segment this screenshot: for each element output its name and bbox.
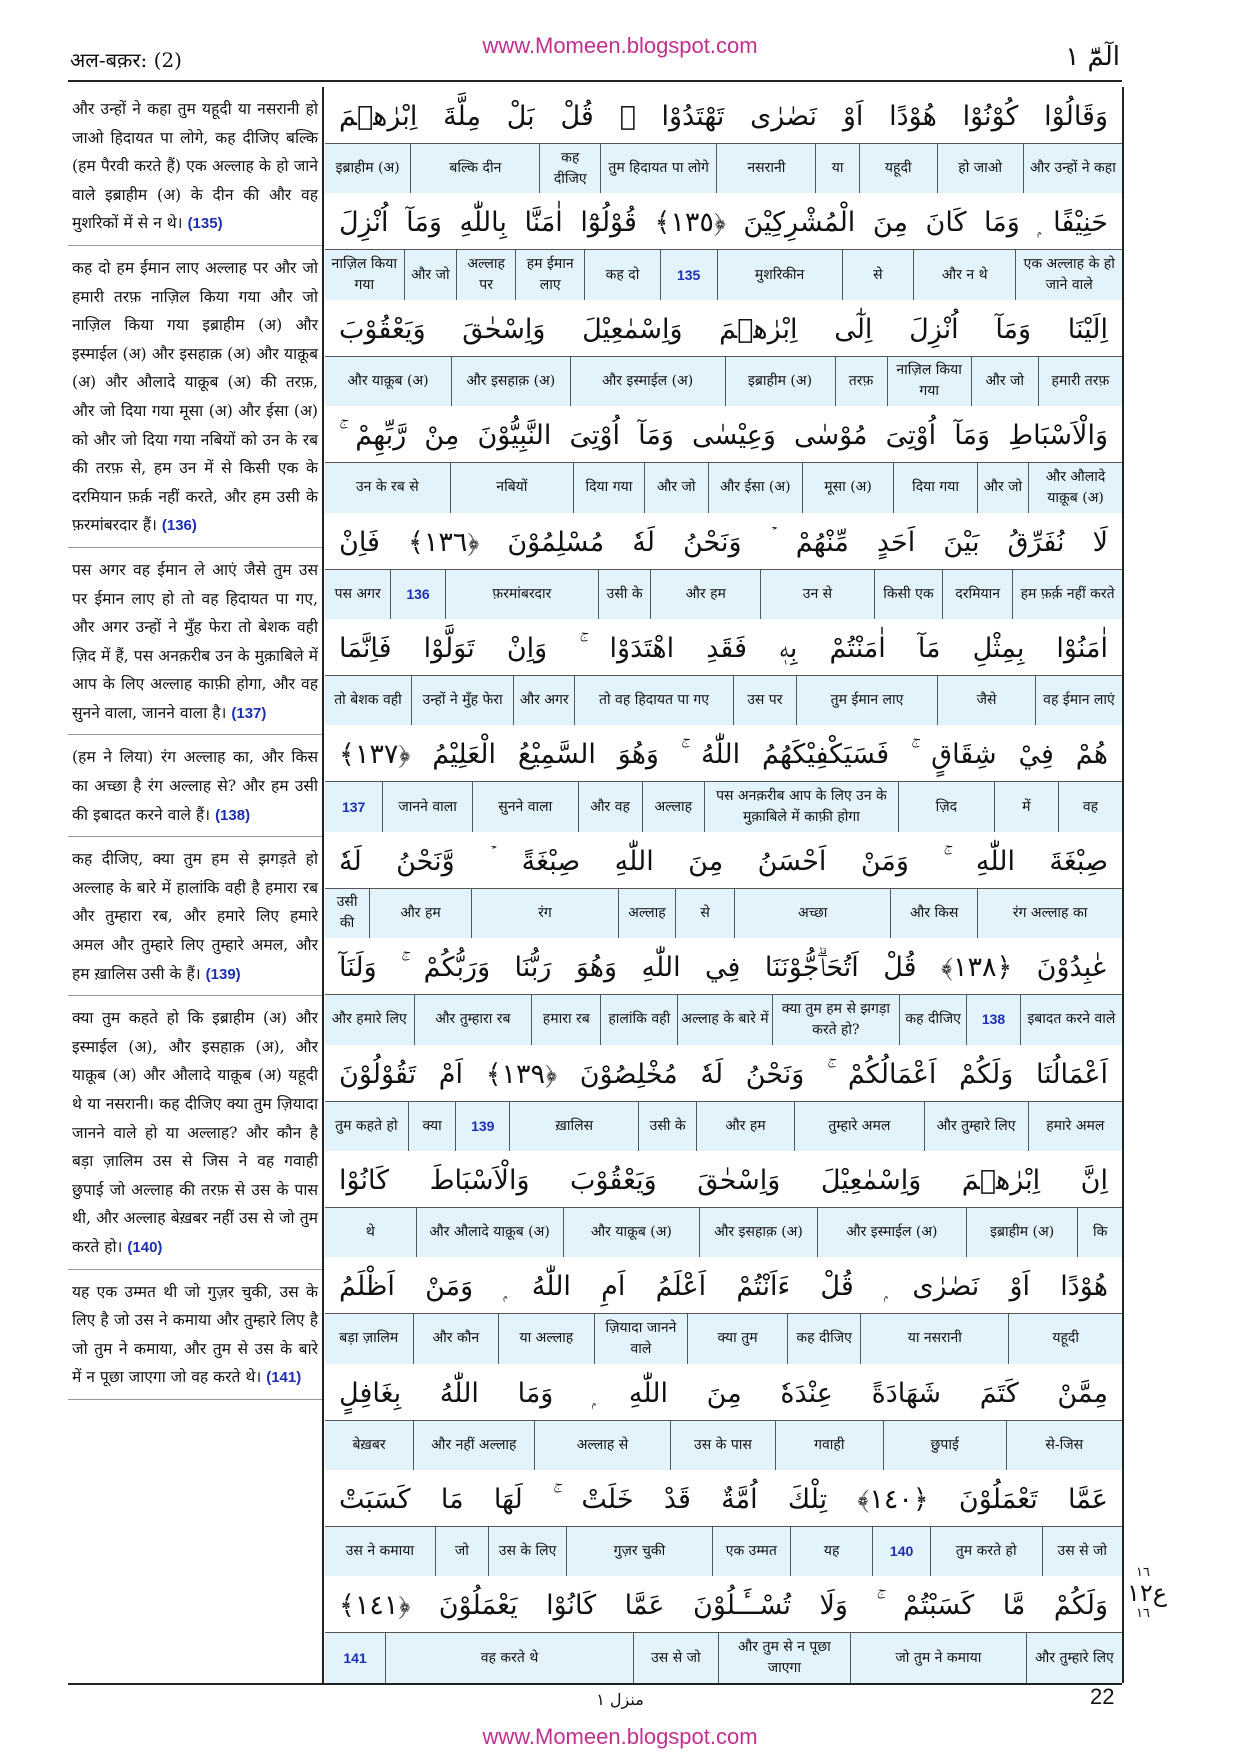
verse-line (325, 406, 1122, 512)
word-meaning-cell: या नसरानी (860, 1314, 1008, 1363)
word-meaning-cell: उस के पास (670, 1421, 774, 1470)
arabic-text: وَلَكُمْ مَّا كَسَبْتُمْ ۚ وَلَا تُسْــَٔـلُوْنَ عَمَّا كَانُوْا يَعْمَلُوْنَ ﴿١٤١﴾ (339, 1590, 1108, 1622)
ayah-number-cell: 135 (660, 250, 717, 299)
verse-line (325, 87, 1122, 193)
word-meaning-row (325, 1420, 1122, 1470)
word-meaning-cell: हालांकि वही (600, 995, 677, 1044)
word-meaning-cell: दिया गया (893, 463, 976, 512)
word-meaning-row (325, 1526, 1122, 1576)
word-meaning-cell: बड़ा ज़ालिम (339, 1330, 399, 1347)
word-meaning-cell: और तुम्हारे लिए (1026, 1633, 1122, 1682)
word-meaning-cell: तुम ईमान लाए (796, 676, 937, 725)
arabic-text: اٰمَنُوْا بِمِثْلِ مَآ اٰمَنْتُمْ بِهٖ فَقَدِ اهْتَدَوْا ۚ وَاِنْ تَوَلَّوْا فَاِنَّمَا (339, 632, 1108, 664)
word-meaning-cell: बेख़बर (352, 1436, 386, 1453)
word-meaning-cell: नाज़िल किया गया (887, 357, 971, 406)
translation-paragraph (68, 87, 322, 246)
word-meaning-cell: और जो (644, 463, 708, 512)
word-meaning-cell: इब्राहीम (अ) (335, 160, 400, 177)
translation-text: पस अगर वह ईमान ले आएं जैसे तुम उस पर ईमान लाए हो तो वह हिदायत पा गए, और अगर उन्हों ने मुँह फेरा तो बेशक वही ज़िद में हैं, पस अनक़रीब उन के मुक़ाबिले में आप के लिए अल्लाह काफ़ी होगा, और वह सुनने वाला, जानने वाला है। (72, 560, 318, 722)
arabic-text: عَمَّا تَعْمَلُوْنَ ﴿١٤٠﴾ تِلْكَ اُمَّةٌ قَدْ خَلَتْ ۚ لَهَا مَا كَسَبَتْ (339, 1484, 1108, 1516)
word-meaning-cell: और तुम्हारा रब (414, 995, 532, 1044)
word-meaning-row (325, 1632, 1122, 1682)
arabic-text: اِلَيْنَا وَمَآ اُنْزِلَ اِلٰٓى اِبْرٰهٖمَ وَاِسْمٰعِيْلَ وَاِسْحٰقَ وَيَعْقُوْبَ (339, 313, 1108, 345)
word-meaning-row (325, 1313, 1122, 1363)
word-meaning-cell: और औलादे याक़ूब (अ) (1028, 463, 1122, 512)
ayah-number-cell: 139 (455, 1102, 509, 1151)
word-meaning-cell: तो बेशक वही (334, 692, 402, 709)
translation-paragraph (68, 548, 322, 736)
word-meaning-cell: फ़रमांबरदार (445, 570, 598, 619)
word-meaning-cell: उस ने कमाया (345, 1543, 415, 1560)
word-meaning-cell: बल्कि दीन (410, 144, 539, 193)
word-meaning-cell: क्या तुम (687, 1314, 787, 1363)
ruku-mid: ع١٢ (1127, 1579, 1168, 1607)
verse-line (325, 1045, 1122, 1151)
word-meaning-cell: तो वह हिदायत पा गए (574, 676, 732, 725)
word-meaning-cell: उन से (760, 570, 874, 619)
word-meaning-cell: गवाही (775, 1421, 883, 1470)
word-meaning-cell: अल्लाह पर (456, 250, 515, 299)
word-meaning-cell: जो (435, 1527, 488, 1576)
word-meaning-cell: और तुम से न पूछा जाएगा (718, 1633, 850, 1682)
word-meaning-cell: हमारी तरफ़ (1038, 357, 1122, 406)
word-meaning-cell: में (994, 782, 1058, 831)
word-meaning-cell: तुम कहते हो (335, 1117, 398, 1134)
verse-line (325, 513, 1122, 619)
word-meaning-cell: तुम्हारे अमल (794, 1102, 923, 1151)
word-meaning-cell: और किस (890, 889, 977, 938)
arabic-text: وَالْاَسْبَاطِ وَمَآ اُوْتِىَ مُوْسٰى وَعِيْسٰى وَمَآ اُوْتِىَ النَّبِيُّوْنَ مِنْ رَّبِّهِمْ ۚ (339, 420, 1108, 452)
word-meaning-cell: और न थे (913, 250, 1015, 299)
word-meaning-cell: कह दीजिए (539, 144, 600, 193)
word-meaning-row (325, 356, 1122, 406)
word-meaning-cell: हम फ़र्क़ नहीं करते (1012, 570, 1122, 619)
word-meaning-cell: या (815, 144, 858, 193)
word-meaning-cell: और अगर (513, 676, 574, 725)
word-meaning-cell: जो तुम ने कमाया (850, 1633, 1026, 1682)
translation-paragraph (68, 1270, 322, 1400)
word-meaning-cell: उसी के (598, 570, 650, 619)
translation-paragraph (68, 246, 322, 548)
word-meaning-cell: और इसहाक़ (अ) (699, 1208, 817, 1257)
word-meaning-cell: उस के लिए (488, 1527, 566, 1576)
word-meaning-cell: कह दो (584, 250, 659, 299)
manzil-label: منزل ١ (596, 1690, 644, 1709)
verse-line (325, 1257, 1122, 1363)
verse-line (325, 1151, 1122, 1257)
word-meaning-cell: नसरानी (716, 144, 815, 193)
word-meaning-cell: और इस्माईल (अ) (570, 357, 725, 406)
word-meaning-cell: हमारे अमल (1028, 1102, 1122, 1151)
word-meaning-row (325, 994, 1122, 1044)
word-meaning-cell: थे (365, 1224, 375, 1241)
word-meaning-cell: उन्हों ने मुँह फेरा (411, 676, 513, 725)
word-meaning-cell: और जो (404, 250, 457, 299)
ayah-number-cell: 138 (966, 995, 1020, 1044)
word-meaning-cell: अल्लाह से (534, 1421, 671, 1470)
word-meaning-cell: वह (1058, 782, 1122, 831)
word-meaning-cell: दिया गया (573, 463, 644, 512)
word-meaning-cell: या अल्लाह (498, 1314, 594, 1363)
arabic-text: اِنَّ اِبْرٰهٖمَ وَاِسْمٰعِيْلَ وَاِسْحٰقَ وَيَعْقُوْبَ وَالْاَسْبَاطَ كَانُوْا (339, 1164, 1108, 1196)
verse-line (325, 832, 1122, 938)
word-meaning-cell: यहूदी (859, 144, 937, 193)
word-meaning-cell: उस से जो (633, 1633, 718, 1682)
word-meaning-row (325, 569, 1122, 619)
translation-text: यह एक उम्मत थी जो गुज़र चुकी, उस के लिए है जो उस ने कमाया और तुम्हारे लिए है जो तुम ने कमाया, और तुम से उस के बारे में न पूछा जाएगा जो वह करते थे। (72, 1282, 318, 1387)
word-meaning-cell: तुम करते हो (930, 1527, 1042, 1576)
translation-text: और उन्हों ने कहा तुम यहूदी या नसरानी हो जाओ हिदायत पा लोगे, कह दीजिए बल्कि (हम पैरवी करते हैं) एक अल्लाह के हो जाने वाले इब्राहीम (अ) के दीन की और वह मुशरिकों में से न थे। (72, 100, 318, 233)
translation-text: (हम ने लिया) रंग अल्लाह का, और किस का अच्छा है रंग अल्लाह से? और हम उसी की इबादत करने वाले हैं। (72, 748, 318, 824)
word-meaning-cell: और हम (650, 570, 760, 619)
word-meaning-cell: उन के रब से (355, 479, 419, 496)
translation-paragraph (68, 735, 322, 837)
word-meaning-cell: मुशरिकीन (717, 250, 842, 299)
word-meaning-cell: और औलादे याक़ूब (अ) (416, 1208, 563, 1257)
word-meaning-cell: क्या तुम हम से झगड़ा करते हो? (772, 995, 899, 1044)
word-meaning-cell: पस अगर (334, 585, 381, 602)
arabic-text: هُمْ فِيْ شِقَاقٍ ۚ فَسَيَكْفِيْكَهُمُ اللّٰهُ ۚ وَهُوَ السَّمِيْعُ الْعَلِيْمُ ﴿١٣٧﴾ (339, 739, 1108, 771)
word-meaning-cell: ख़ालिस (509, 1102, 638, 1151)
verse-line (325, 619, 1122, 725)
word-meaning-cell: तुम हिदायत पा लोगे (600, 144, 716, 193)
word-meaning-cell: अल्लाह के बारे में (677, 995, 771, 1044)
word-by-word-grid (325, 87, 1124, 1683)
word-meaning-cell: वह ईमान लाएं (1035, 676, 1122, 725)
arabic-text: اَعْمَالُنَا وَلَكُمْ اَعْمَالُكُمْ ۚ وَنَحْنُ لَهٗ مُخْلِصُوْنَ ﴿١٣٩﴾ اَمْ تَقُوْلُوْنَ (339, 1058, 1109, 1090)
translation-text: क्या तुम कहते हो कि इब्राहीम (अ) और इस्माईल (अ), और इसहाक़ (अ), और याक़ूब (अ) और औलादे याक़ूब (अ) यहूदी थे या नसरानी। कह दीजिए क्या तुम ज़ियादा जानने वाले हो या अल्लाह? और कौन है बड़ा ज़ालिम उस से जिस ने वह गवाही छुपाई जो अल्लाह की तरफ़ से उस के पास थी, और अल्लाह बेख़बर नहीं उस से जो तुम करते हो। (72, 1009, 318, 1256)
verse-line (325, 193, 1122, 299)
arabic-text: مِمَّنْ كَتَمَ شَهَادَةً عِنْدَهٗ مِنَ اللّٰهِ ۭ وَمَا اللّٰهُ بِغَافِلٍ (339, 1377, 1108, 1409)
word-meaning-cell: और हम (696, 1102, 794, 1151)
verse-line (325, 1364, 1122, 1470)
word-meaning-row (325, 143, 1122, 193)
word-meaning-cell: और तुम्हारे लिए (924, 1102, 1028, 1151)
arabic-text: هُوْدًا اَوْ نَصٰرٰى ۭ قُلْ ءَاَنْتُمْ اَعْلَمُ اَمِ اللّٰهُ ۭ وَمَنْ اَظْلَمُ (339, 1271, 1108, 1303)
word-meaning-cell: सुनने वाला (472, 782, 578, 831)
word-meaning-cell: उसी की (336, 894, 358, 932)
ayah-number-cell: 140 (872, 1527, 929, 1576)
translation-column (68, 87, 324, 1683)
word-meaning-cell: और हम (369, 889, 471, 938)
word-meaning-cell: अल्लाह (618, 889, 675, 938)
website-url-bottom: www.Momeen.blogspot.com (482, 1724, 758, 1749)
word-meaning-cell: और इस्माईल (अ) (817, 1208, 966, 1257)
word-meaning-cell: इब्राहीम (अ) (966, 1208, 1077, 1257)
word-meaning-cell: और ईसा (अ) (708, 463, 802, 512)
ayah-number: (138) (215, 806, 251, 824)
word-meaning-cell: मूसा (अ) (802, 463, 894, 512)
word-meaning-cell: उस पर (733, 676, 796, 725)
word-meaning-cell: और कौन (413, 1314, 499, 1363)
word-meaning-cell: इब्राहीम (अ) (725, 357, 835, 406)
arabic-text: حَنِيْفًا ۭ وَمَا كَانَ مِنَ الْمُشْرِكِيْنَ ﴿١٣٥﴾ قُوْلُوْٓا اٰمَنَّا بِاللّٰهِ وَمَآ اُنْزِلَ (339, 207, 1108, 239)
footer-rule (68, 1683, 1122, 1685)
word-meaning-cell: उस से जो (1042, 1527, 1122, 1576)
word-meaning-cell: नाज़िल किया गया (331, 256, 398, 294)
word-meaning-cell: जैसे (937, 676, 1035, 725)
translation-paragraph (68, 996, 322, 1269)
word-meaning-cell: और नहीं अल्लाह (413, 1421, 534, 1470)
word-meaning-cell: किसी एक (874, 570, 942, 619)
arabic-text: لَا نُفَرِّقُ بَيْنَ اَحَدٍ مِّنْهُمْ ۡ وَنَحْنُ لَهٗ مُسْلِمُوْنَ ﴿١٣٦﴾ فَاِنْ (339, 526, 1108, 558)
ayah-number: (135) (187, 215, 223, 233)
arabic-text: صِبْغَةَ اللّٰهِ ۚ وَمَنْ اَحْسَنُ مِنَ اللّٰهِ صِبْغَةً ۡ وَّنَحْنُ لَهٗ (339, 845, 1108, 877)
word-meaning-cell: हमारा रब (531, 995, 600, 1044)
word-meaning-cell: ज़िद (898, 782, 994, 831)
word-meaning-row (325, 888, 1122, 938)
juz-title: الٓمّٓ ١ (1065, 42, 1120, 72)
word-meaning-cell: यहूदी (1008, 1314, 1122, 1363)
word-meaning-cell: कि (1077, 1208, 1122, 1257)
word-meaning-row (325, 675, 1122, 725)
word-meaning-cell: जानने वाला (382, 782, 472, 831)
word-meaning-row (325, 1207, 1122, 1257)
word-meaning-cell: तरफ़ (835, 357, 887, 406)
word-meaning-row (325, 462, 1122, 512)
word-meaning-cell: और वह (578, 782, 642, 831)
ayah-number-cell: 136 (390, 570, 444, 619)
verse-line (325, 1576, 1122, 1682)
word-meaning-cell: और इसहाक़ (अ) (451, 357, 570, 406)
word-meaning-cell: एक उम्मत (712, 1527, 790, 1576)
word-meaning-cell: यह (790, 1527, 872, 1576)
word-meaning-cell: नबियों (450, 463, 574, 512)
ruku-marker (1127, 1565, 1168, 1621)
verse-line (325, 1470, 1122, 1576)
word-meaning-cell: और याक़ूब (अ) (563, 1208, 700, 1257)
word-meaning-cell: और जो (977, 463, 1028, 512)
translation-text: कह दो हम ईमान लाए अल्लाह पर और जो हमारी तरफ़ नाज़िल किया गया और जो नाज़िल किया गया इब्राहीम (अ) और इस्माईल (अ) और इसहाक़ (अ) और याक़ूब (अ) और औलादे याक़ूब (अ) की तरफ़, और जो दिया गया मूसा (अ) और ईसा (अ) को और जो दिया गया नबियों को उन के रब की तरफ़ से, हम उन में से किसी एक के दरमियान फ़र्क़ नहीं करते, और हम उसी के फ़रमांबरदार हैं। (72, 258, 318, 535)
word-meaning-cell: ज़ियादा जानने वाले (594, 1314, 688, 1363)
surah-title: अल-बक़र: (2) (70, 48, 182, 72)
word-meaning-cell: अच्छा (734, 889, 890, 938)
ayah-number: (139) (205, 965, 241, 983)
verse-line (325, 938, 1122, 1044)
word-meaning-row (325, 1101, 1122, 1151)
verse-line (325, 725, 1122, 831)
ayah-number: (140) (127, 1238, 163, 1256)
word-meaning-cell: उसी के (638, 1102, 695, 1151)
page-number: 22 (1090, 1684, 1115, 1709)
header-rule (68, 80, 1122, 82)
word-meaning-cell: और याक़ूब (अ) (347, 372, 429, 389)
ruku-top: ١٦ (1136, 1565, 1150, 1580)
arabic-text: عٰبِدُوْنَ ﴿١٣٨﴾ قُلْ اَتُحَاۗجُّوْنَنَا فِي اللّٰهِ وَھُوَ رَبُّنَا وَرَبُّكُمْ ۚ وَلَنَآ (339, 952, 1108, 984)
word-meaning-cell: से-जिस (1006, 1421, 1122, 1470)
word-meaning-cell: रंग (471, 889, 618, 938)
word-meaning-cell: पस अनक़रीब आप के लिए उन के मुक़ाबिले में काफ़ी होगा (704, 782, 898, 831)
ayah-number-cell: 137 (341, 798, 366, 815)
translation-text: कह दीजिए, क्या तुम हम से झगड़ते हो अल्लाह के बारे में हालांकि वही है हमारा रब और तुम्हारा रब, और हमारे लिए हमारे अमल और तुम्हारे लिए तुम्हारे अमल, और हम ख़ालिस उसी के हैं। (72, 850, 318, 983)
word-meaning-cell: हम ईमान लाए (515, 250, 584, 299)
ayah-number: (137) (231, 704, 267, 722)
word-meaning-cell: हो जाओ (937, 144, 1023, 193)
ruku-bottom: ١٦ (1136, 1606, 1150, 1621)
word-meaning-cell: से (842, 250, 913, 299)
word-meaning-cell: और उन्हों ने कहा (1023, 144, 1122, 193)
word-meaning-cell: वह करते थे (385, 1633, 633, 1682)
word-meaning-cell: दरमियान (942, 570, 1012, 619)
word-meaning-cell: एक अल्लाह के हो जाने वाले (1015, 250, 1122, 299)
word-meaning-cell: इबादत करने वाले (1020, 995, 1122, 1044)
translation-paragraph (68, 837, 322, 996)
verse-line (325, 300, 1122, 406)
word-meaning-cell: और हमारे लिए (331, 1011, 407, 1028)
word-meaning-cell: से (675, 889, 734, 938)
website-url-top: www.Momeen.blogspot.com (482, 33, 758, 58)
ayah-number-cell: 141 (343, 1649, 367, 1666)
word-meaning-cell: अल्लाह (642, 782, 704, 831)
arabic-text: وَقَالُوْا كُوْنُوْا هُوْدًا اَوْ نَصٰرٰى تَهْتَدُوْا ۭ قُلْ بَلْ مِلَّةَ اِبْرٰهٖمَ (339, 101, 1108, 132)
word-meaning-cell: कह दीजिए (787, 1314, 860, 1363)
ayah-number: (141) (266, 1369, 302, 1387)
word-meaning-cell: और जो (971, 357, 1038, 406)
word-meaning-row (325, 249, 1122, 299)
ayah-number: (136) (161, 517, 197, 535)
word-meaning-cell: क्या (408, 1102, 456, 1151)
word-meaning-cell: रंग अल्लाह का (977, 889, 1122, 938)
word-meaning-cell: गुज़र चुकी (566, 1527, 711, 1576)
word-meaning-cell: छुपाई (883, 1421, 1006, 1470)
word-meaning-cell: कह दीजिए (899, 995, 966, 1044)
word-meaning-row (325, 781, 1122, 831)
